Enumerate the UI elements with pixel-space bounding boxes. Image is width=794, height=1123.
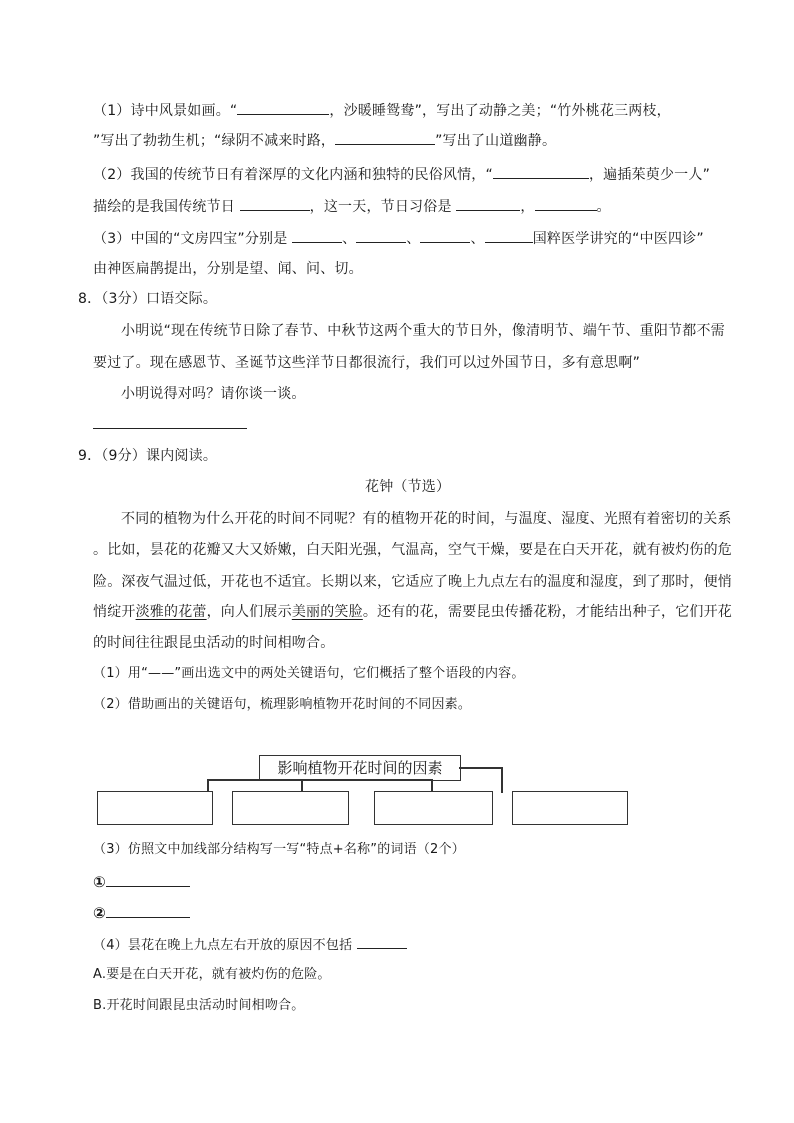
factor-box-2[interactable] <box>232 791 349 825</box>
q8-header: 8．（3分）口语交际。 <box>78 291 218 307</box>
q8-paragraph-line2: 要过了。现在感恩节、圣诞节这些洋节日都很流行，我们可以过外国节日，多有意思啊” <box>93 355 641 371</box>
diagram-connector <box>501 767 503 793</box>
answer-blank[interactable] <box>535 196 597 211</box>
option-b[interactable]: B.开花时间跟昆虫活动时间相吻合。 <box>93 998 305 1013</box>
underlined-phrase: 美丽的笑脸 <box>291 604 363 620</box>
factor-box-1[interactable] <box>97 791 213 825</box>
q9-header: 9．（9分）课内阅读。 <box>78 448 218 464</box>
passage-line1: 不同的植物为什么开花的时间不同呢？有的植物开花的时间，与温度、湿度、光照有着密切的关系 <box>121 511 732 527</box>
answer-item-2 <box>93 903 190 924</box>
answer-blank[interactable] <box>485 228 533 243</box>
q9-sub4: （4）昙花在晚上九点左右开放的原因不包括 <box>93 934 407 956</box>
answer-blank[interactable] <box>357 934 407 949</box>
answer-blank[interactable] <box>237 100 329 115</box>
diagram-connector <box>459 767 502 769</box>
passage-line2: 。比如，昙花的花瓣又大又娇嫩，白天阳光强，气温高，空气干燥，要是在白天开花，就有被灼伤的危 <box>93 542 732 558</box>
q9-sub3: （3）仿照文中加线部分结构写一写“特点+名称”的词语（2个） <box>93 842 465 857</box>
underlined-phrase: 淡雅的花蕾 <box>135 604 207 620</box>
answer-blank[interactable] <box>335 130 435 145</box>
q7-part3-line1: （3）中国的“文房四宝”分别是 、 、 、 国粹医学讲究的“中医四诊” <box>93 228 704 249</box>
passage-title: 花钟（节选） <box>365 479 451 495</box>
answer-blank[interactable] <box>493 164 589 179</box>
answer-blank[interactable] <box>292 228 342 243</box>
circled-number-2: ② <box>93 904 106 922</box>
q8-paragraph-line1: 小明说“现在传统节日除了春节、中秋节这两个重大的节日外，像清明节、端午节、重阳节都不需 <box>121 323 725 339</box>
diagram-connector-horizontal <box>207 779 432 781</box>
factor-box-4[interactable] <box>512 791 628 825</box>
q7-part1-line2: ”写出了勃勃生机；“绿阴不减来时路， ”写出了山道幽静。 <box>93 130 556 151</box>
q7-part3-line2: 由神医扁鹊提出，分别是望、闻、问、切。 <box>93 261 363 277</box>
q7-part2-line2: 描绘的是我国传统节日 ，这一天，节日习俗是 ， 。 <box>93 196 611 217</box>
q8-answer-line[interactable] <box>93 428 247 429</box>
q9-sub1: （1）用“——”画出选文中的两处关键语句，它们概括了整个语段的内容。 <box>93 666 525 681</box>
diagram-title-box: 影响植物开花时间的因素 <box>259 755 461 781</box>
q8-prompt: 小明说得对吗？请你谈一谈。 <box>121 386 306 402</box>
answer-blank[interactable] <box>420 228 470 243</box>
option-a[interactable]: A.要是在白天开花，就有被灼伤的危险。 <box>93 967 331 982</box>
passage-line5: 的时间往往跟昆虫活动的时间相吻合。 <box>93 635 335 651</box>
answer-blank[interactable] <box>240 196 310 211</box>
answer-blank[interactable] <box>106 872 190 887</box>
answer-blank[interactable] <box>456 196 520 211</box>
circled-number-1: ① <box>93 873 106 891</box>
answer-blank[interactable] <box>356 228 406 243</box>
factor-box-3[interactable] <box>374 791 493 825</box>
q7-part1-line1: （1）诗中风景如画。“ ，沙暖睡鸳鸯”，写出了动静之美；“竹外桃花三两枝， <box>93 100 671 121</box>
passage-line3: 险。深夜气温过低，开花也不适宜。长期以来，它适应了晚上九点左右的温度和湿度，到了那时，便悄 <box>93 574 732 590</box>
answer-item-1 <box>93 872 190 893</box>
q9-sub2: （2）借助画出的关键语句，梳理影响植物开花时间的不同因素。 <box>93 697 472 712</box>
q7-part2-line1: （2）我国的传统节日有着深厚的文化内涵和独特的民俗风情，“ ，遍插茱萸少一人” <box>93 164 710 185</box>
diagram-connector <box>301 779 303 791</box>
passage-line4: 悄绽开淡雅的花蕾，向人们展示美丽的笑脸。还有的花，需要昆虫传播花粉，才能结出种子，它们开花 <box>93 604 733 620</box>
diagram-connector <box>431 779 433 791</box>
answer-blank[interactable] <box>106 903 190 918</box>
